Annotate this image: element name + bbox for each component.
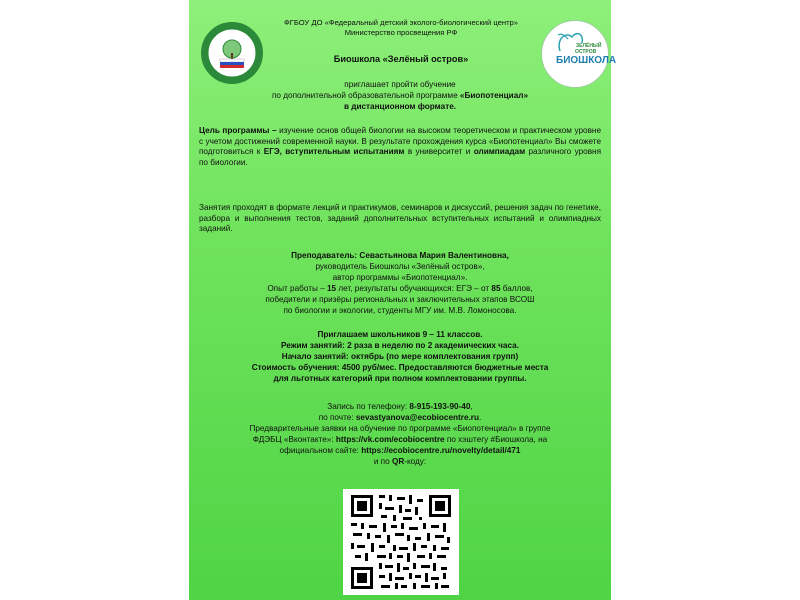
phone-label: Запись по телефону:: [327, 402, 410, 411]
fdebc-emblem-icon: [201, 22, 263, 84]
invite-line3: в дистанционном формате.: [343, 102, 457, 111]
terms-line4: Стоимость обучения: 4500 руб/мес. Предоставляются бюджетные места: [251, 363, 549, 372]
program-name: «Биопотенциал»: [459, 91, 529, 100]
goal-text: изучение основ общей биологии на высоком теоретическом и практическом уровне с учетом достижений современной науки. В результате прохождения курса «Биопотенциал» Вы сможете подготовиться к: [199, 126, 601, 157]
goal-text: различного уровня по биологии.: [199, 147, 602, 167]
poster: [189, 0, 617, 600]
exp-text: Опыт работы –: [267, 284, 327, 293]
green-island-bioschool-logo-icon: [541, 20, 617, 88]
school-title: Биошкола «Зелёный остров»: [333, 54, 469, 64]
exp-score: 85: [491, 284, 501, 293]
teacher-author: автор программы «Биопотенциал».: [332, 273, 468, 282]
prelim-line: Предварительные заявки на обучение по программе «Биопотенциал» в группе: [249, 424, 551, 433]
teacher-name: Преподаватель: Севастьянова Мария Валентиновна,: [291, 251, 509, 260]
invite-line2: [199, 91, 601, 102]
terms-line5: для льготных категорий при полном комплектовании группы.: [273, 374, 527, 383]
invite-line2-text: по дополнительной образовательной программе: [271, 91, 460, 100]
teacher-experience: [199, 284, 601, 295]
goal-label: Цель программы –: [199, 126, 277, 135]
phone-line: [199, 402, 601, 413]
terms-line1: Приглашаем школьников 9 – 11 классов.: [317, 330, 483, 339]
teacher-students: по биологии и экологии, студенты МГУ им. М.В. Ломоносова.: [283, 306, 517, 315]
terms-line3: Начало занятий: октябрь (по мере комплектования групп): [281, 352, 519, 361]
teacher-role: руководитель Биошколы «Зелёный остров»,: [315, 262, 485, 271]
vk-label: ФДЭБЦ «Вконтакте»:: [252, 435, 336, 444]
email-suffix: .: [478, 413, 482, 422]
email-line: [199, 413, 601, 424]
svg-text:ОСТРОВ: ОСТРОВ: [575, 49, 597, 55]
site-link[interactable]: https://ecobiocentre.ru/novelty/detail/471: [361, 446, 521, 455]
classes-paragraph: Занятия проходят в формате лекций и практикумов, семинаров и дискуссий, решения задач по генетике, разбора и выполнения тестов, заданий дополнительных вступительных испытаний и олимпиадных заданий.: [199, 203, 601, 234]
goal-ege: ЕГЭ, вступительным испытаниям: [263, 147, 405, 157]
svg-text:БИОШКОЛА: БИОШКОЛА: [556, 55, 617, 66]
vk-line: [199, 435, 601, 446]
phone-suffix: ,: [470, 402, 473, 411]
qr-caption-bold: QR: [391, 457, 405, 466]
org-line: ФГБОУ ДО «Федеральный детский эколого-биологический центр»: [284, 18, 518, 27]
qr-caption: [199, 457, 601, 468]
qr-code[interactable]: [343, 489, 459, 595]
vk-link[interactable]: https://vk.com/ecobiocentre: [335, 435, 445, 444]
invite-line1: приглашает пройти обучение: [344, 80, 456, 89]
goal-olymp: олимпиадам: [473, 147, 526, 157]
exp-years: 15: [326, 284, 337, 293]
phone-number[interactable]: 8-915-193-90-40: [409, 402, 471, 411]
goal-paragraph: [199, 126, 601, 168]
ministry-line: Министерство просвещения РФ: [344, 28, 458, 37]
exp-text: лет, результаты обучающихся: ЕГЭ – от: [336, 284, 492, 293]
terms-line2: Режим занятий: 2 раза в неделю по 2 академических часа.: [281, 341, 519, 350]
email-link[interactable]: sevastyanova@ecobiocentre.ru: [355, 413, 479, 422]
site-label: официальном сайте:: [279, 446, 362, 455]
svg-text:ЗЕЛЁНЫЙ: ЗЕЛЁНЫЙ: [576, 43, 602, 49]
email-label: по почте:: [318, 413, 356, 422]
teacher-winners: победители и призёры региональных и заключительных этапов ВСОШ: [265, 295, 535, 304]
qr-caption-text: и по: [373, 457, 392, 466]
site-line: [199, 446, 601, 457]
qr-caption-text: -коду:: [404, 457, 427, 466]
exp-text: баллов,: [500, 284, 533, 293]
goal-text: в университет и: [404, 147, 474, 157]
vk-suffix: по хэштегу #Биошкола, на: [444, 435, 548, 444]
